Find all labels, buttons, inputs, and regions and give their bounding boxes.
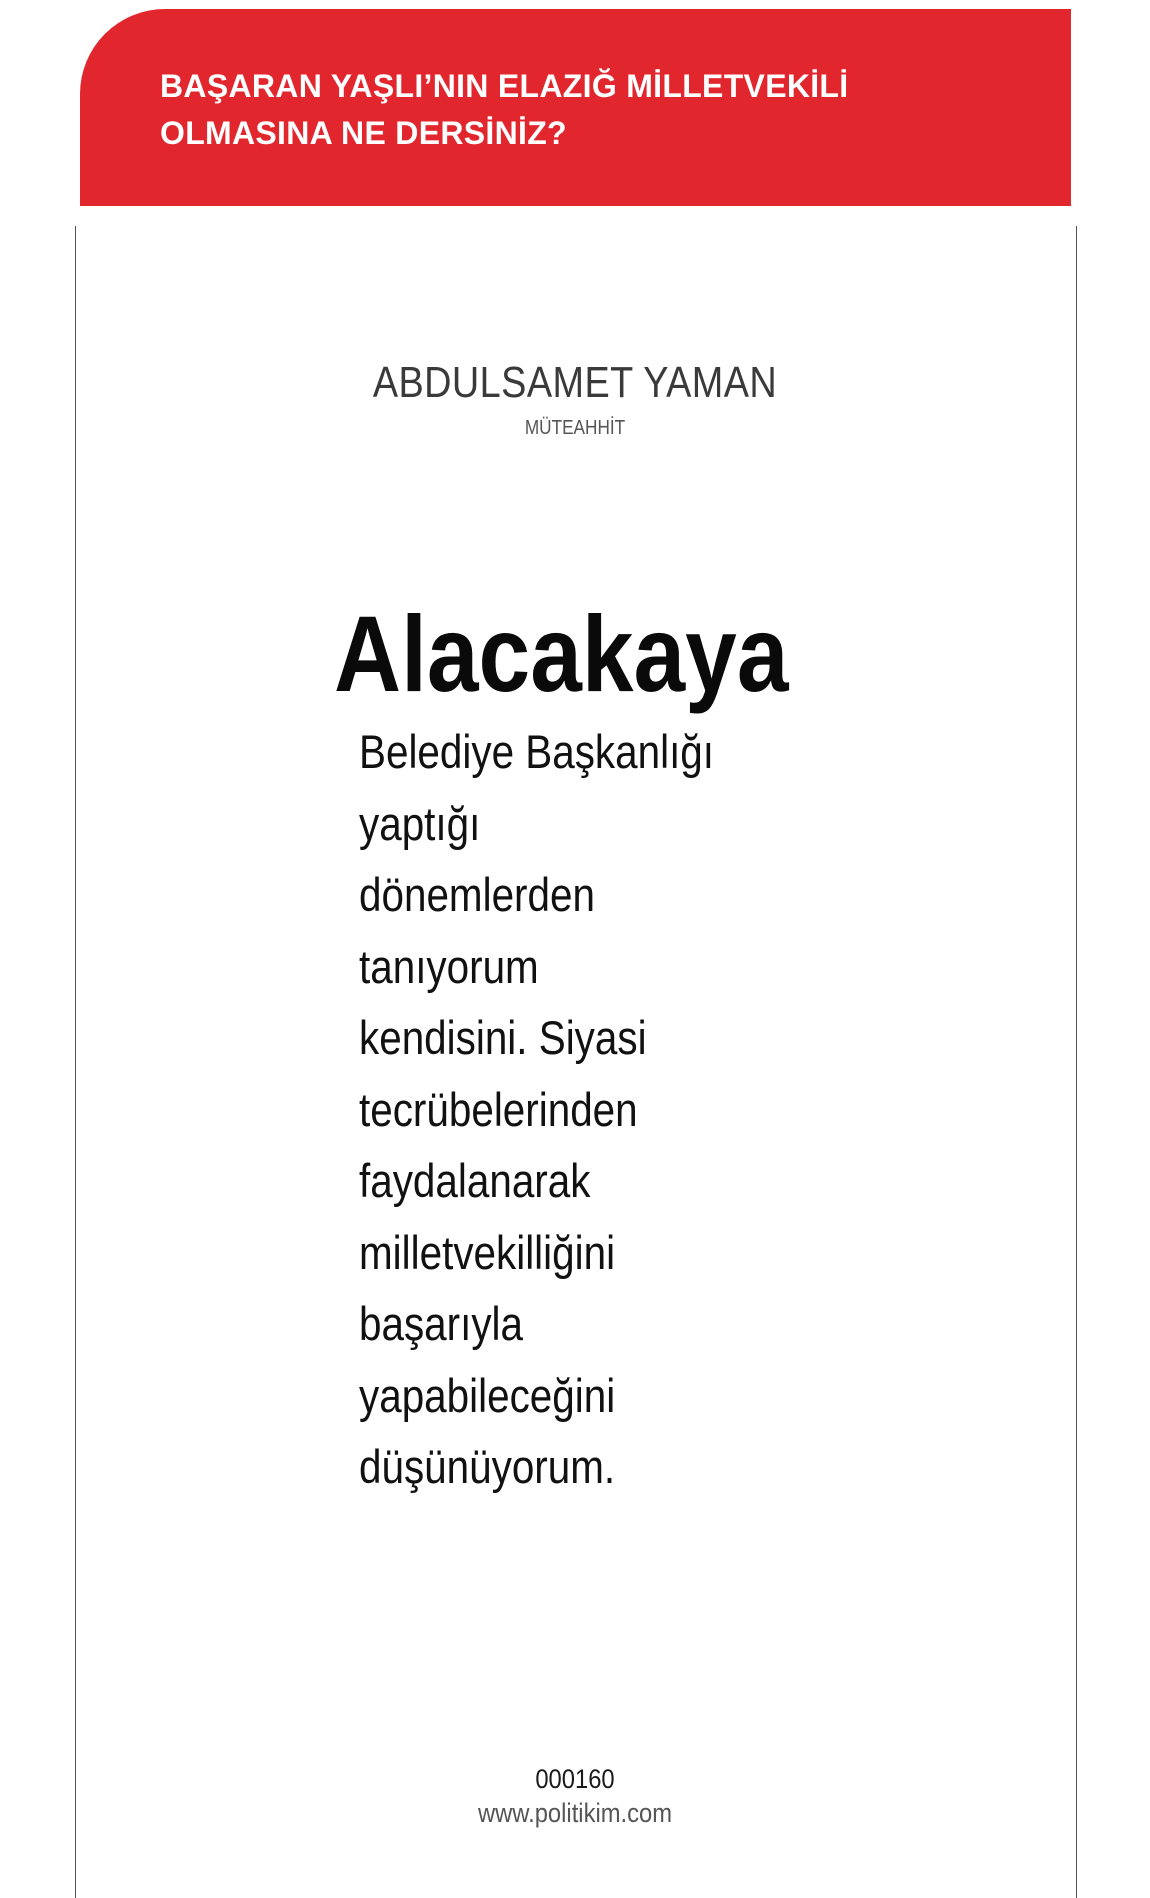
website-url: www.politikim.com	[477, 1798, 673, 1828]
author-name: ABDULSAMET YAMAN	[372, 358, 778, 407]
quote-line: yaptığı	[359, 796, 481, 850]
author-role: MÜTEAHHİT	[524, 417, 626, 439]
quote-line: tanıyorum	[359, 939, 539, 993]
quote-headline: Alacakaya	[334, 593, 789, 714]
header-title: BAŞARAN YAŞLI’NIN ELAZIĞ MİLLETVEKİLİ OLMASINA NE DERSİNİZ?	[160, 68, 849, 151]
quote-body	[359, 716, 879, 1503]
quote-line: faydalanarak	[359, 1154, 591, 1207]
quote-line: milletvekilliğini	[359, 1225, 616, 1279]
quote-line: dönemlerden	[359, 868, 595, 921]
quote-line: başarıyla	[359, 1297, 524, 1350]
quote-line: kendisini. Siyasi	[359, 1011, 647, 1064]
header-banner	[80, 9, 1071, 206]
right-frame-border	[1076, 226, 1077, 1898]
quote-line: tecrübelerinden	[359, 1082, 638, 1136]
quote-line: Belediye Başkanlığı	[359, 725, 715, 778]
quote-line: düşünüyorum.	[359, 1440, 616, 1493]
left-frame-border	[75, 226, 76, 1898]
page-code: 000160	[535, 1764, 615, 1794]
quote-line: yapabileceğini	[359, 1368, 616, 1422]
